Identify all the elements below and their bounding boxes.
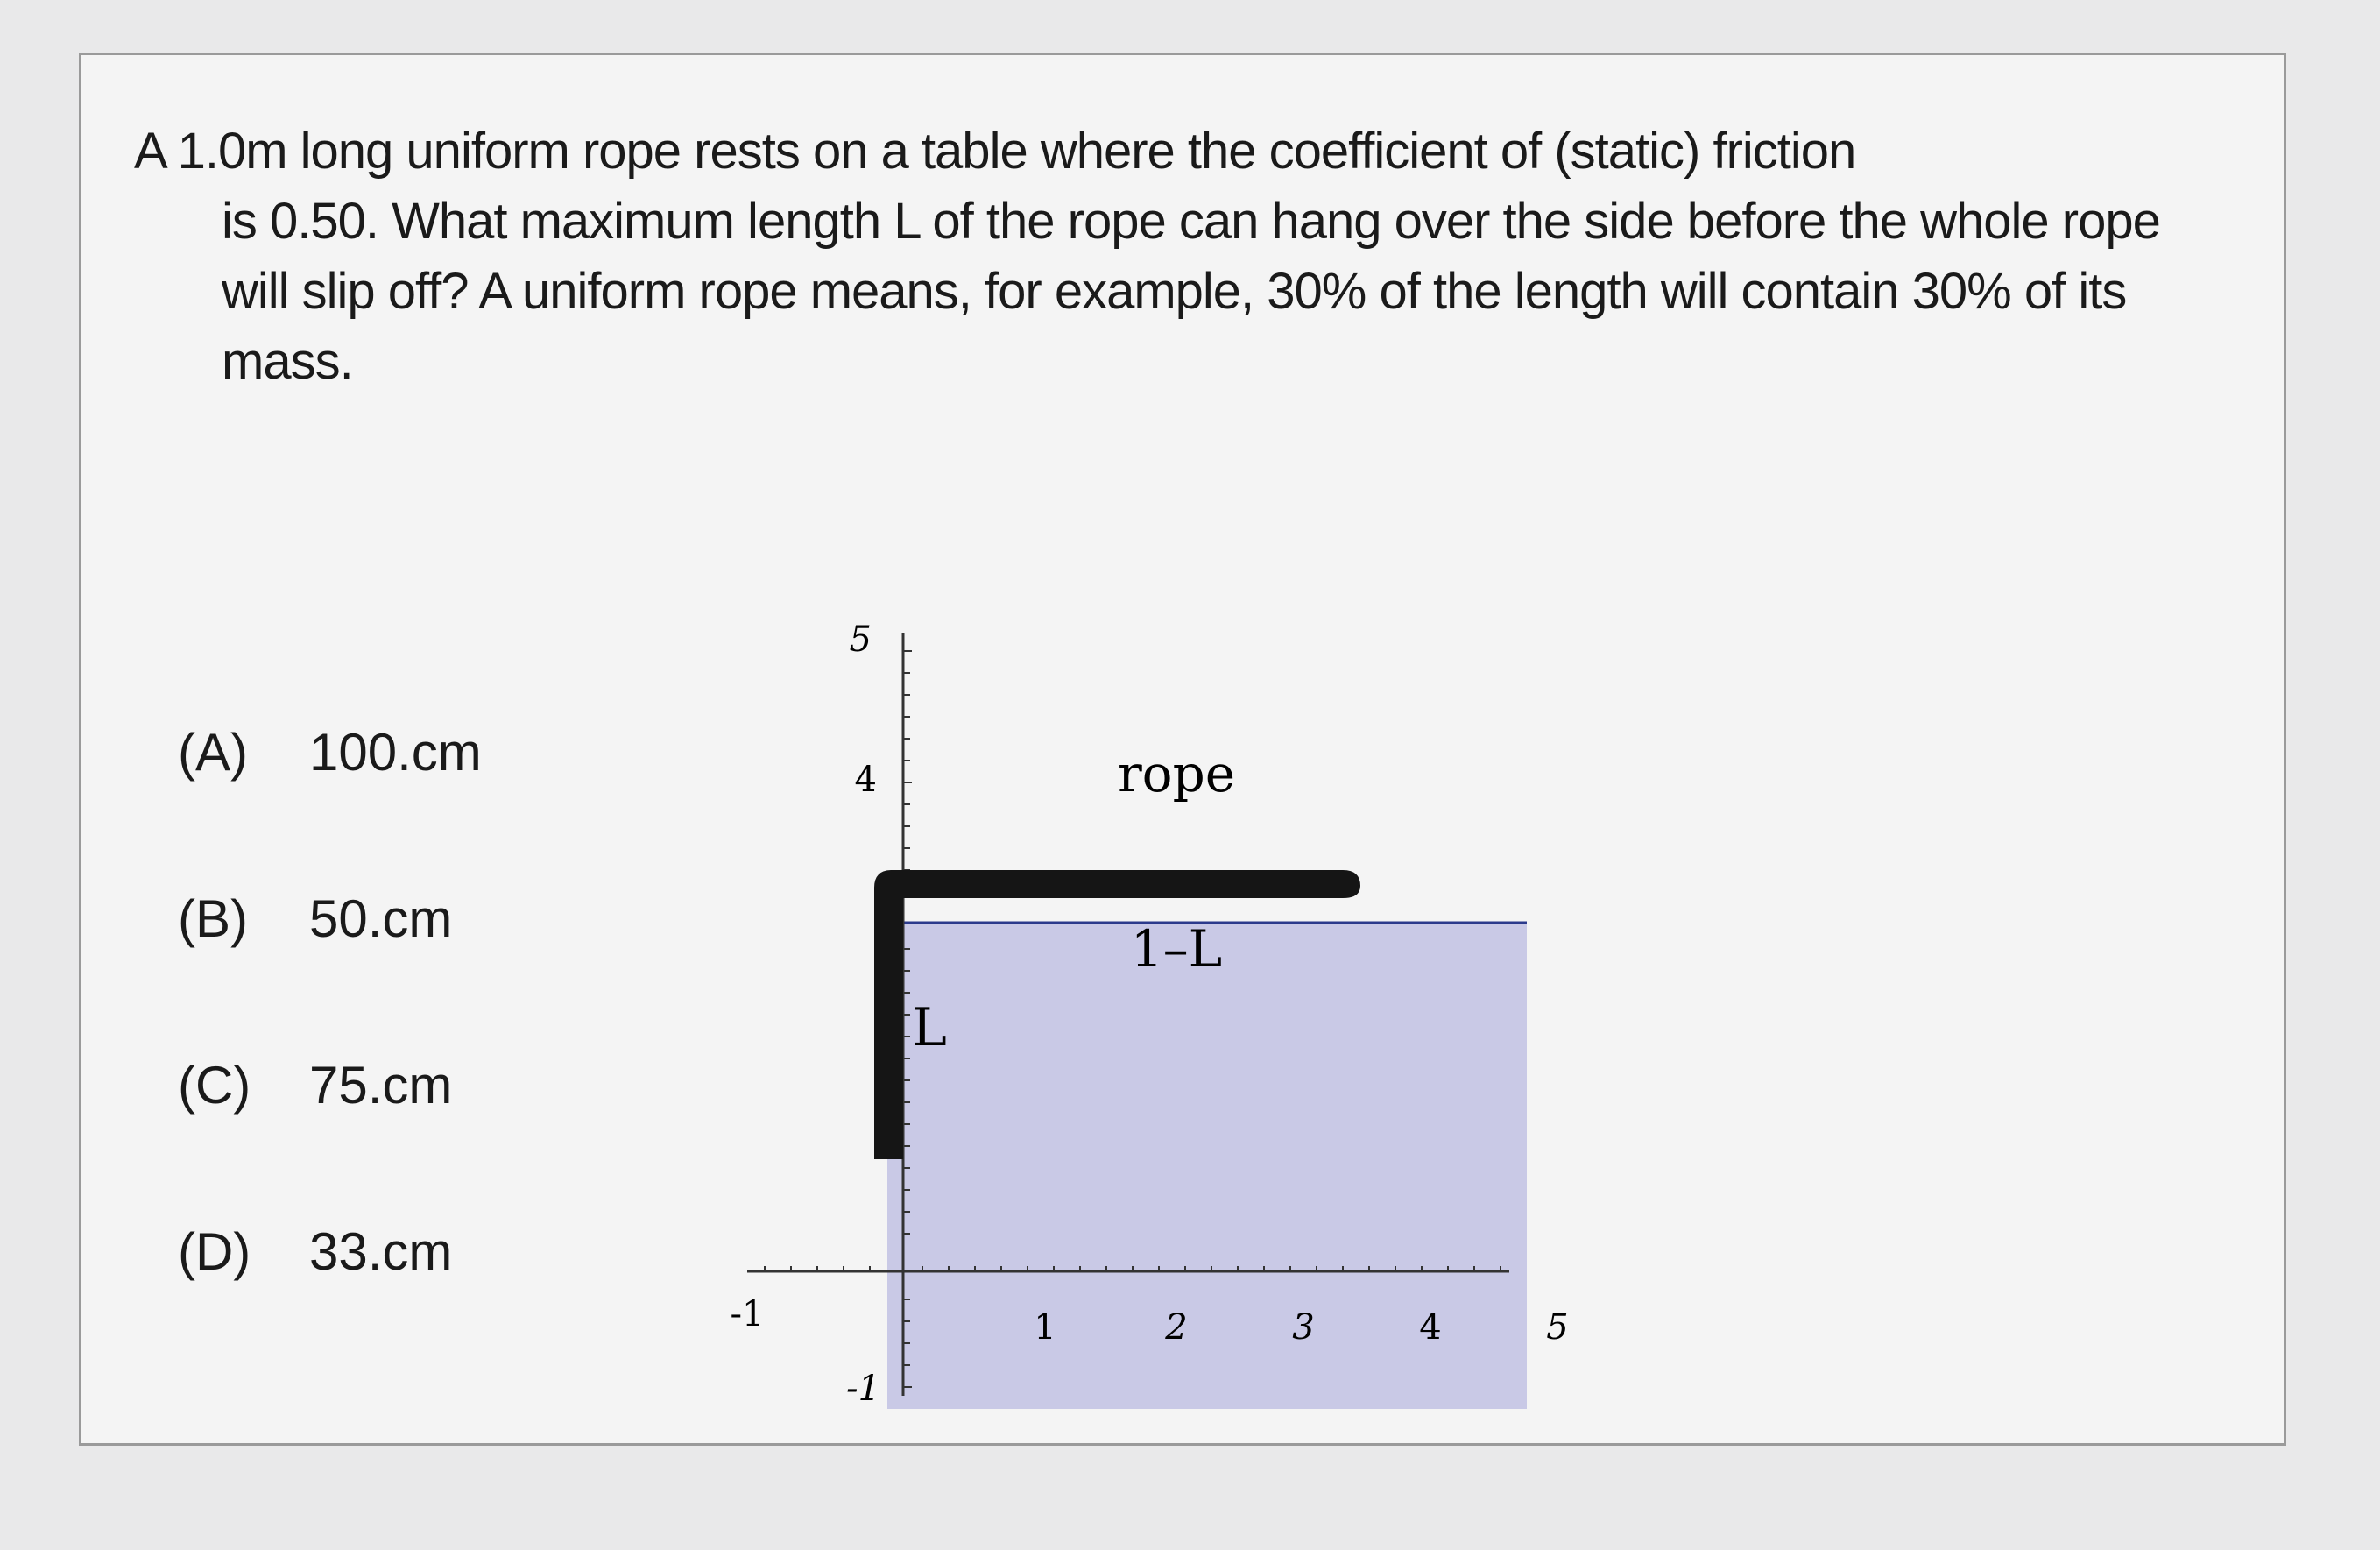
rope-label: rope bbox=[1117, 744, 1236, 803]
choice-text: 75.cm bbox=[309, 1055, 453, 1115]
x-tick-minus-1: -1 bbox=[730, 1294, 765, 1334]
choice-a[interactable] bbox=[178, 669, 482, 835]
choice-text: 50.cm bbox=[309, 888, 453, 948]
rope-diagram bbox=[677, 555, 1684, 1431]
top-segment-label: 1–L bbox=[1130, 919, 1223, 979]
x-tick-3: 3 bbox=[1292, 1307, 1315, 1348]
y-tick-minus-1: -1 bbox=[846, 1369, 880, 1409]
x-tick-4: 4 bbox=[1419, 1307, 1442, 1348]
x-tick-2: 2 bbox=[1165, 1307, 1188, 1348]
question-line-rest: is 0.50. What maximum length L of the rope can hang over the side before the whole rope will slip off? A uniform rope means, for example, 30% of the length will contain 30% of its mass. bbox=[222, 193, 2160, 390]
question-line-1: A 1.0m long uniform rope rests on a table where the coefficient of (static) friction bbox=[134, 123, 1856, 180]
choice-text: 33.cm bbox=[309, 1221, 453, 1281]
choice-letter: (C) bbox=[178, 1055, 251, 1115]
y-tick-5: 5 bbox=[849, 619, 872, 660]
answer-choices bbox=[178, 669, 482, 1334]
choice-c[interactable] bbox=[178, 1001, 482, 1168]
choice-letter: (B) bbox=[178, 888, 248, 948]
hanging-length-label: L bbox=[912, 997, 947, 1058]
choice-letter: (A) bbox=[178, 722, 248, 782]
choice-d[interactable] bbox=[178, 1168, 482, 1334]
choice-text: 100.cm bbox=[309, 722, 482, 782]
question-card bbox=[79, 53, 2286, 1446]
x-tick-5: 5 bbox=[1546, 1307, 1569, 1348]
rope-figure bbox=[677, 555, 1684, 1431]
y-tick-4: 4 bbox=[854, 760, 877, 800]
choice-b[interactable] bbox=[178, 835, 482, 1001]
choice-letter: (D) bbox=[178, 1221, 251, 1281]
x-tick-1: 1 bbox=[1034, 1307, 1056, 1348]
question-text bbox=[134, 117, 2236, 397]
